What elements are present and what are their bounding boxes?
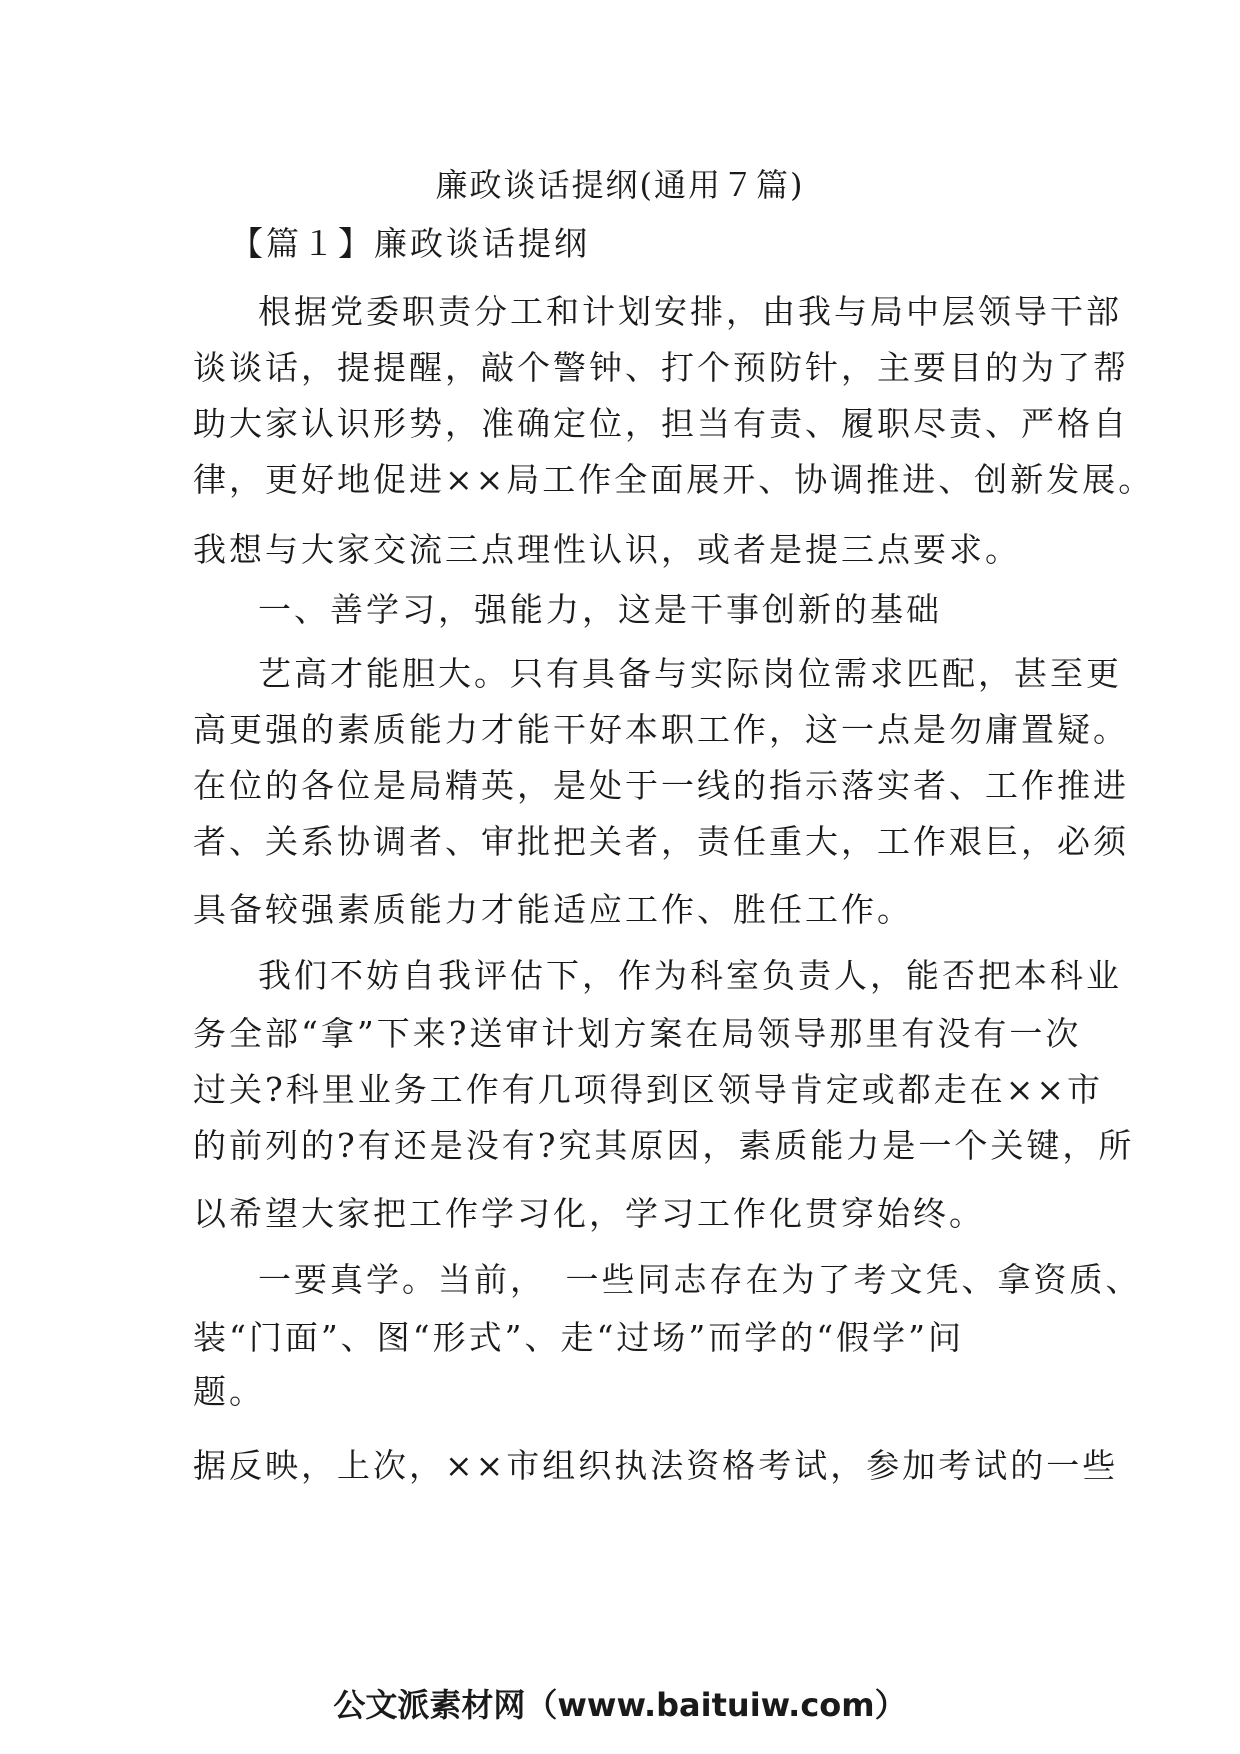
body-line: 过关?科里业务工作有几项得到区领导肯定或都走在××市 xyxy=(193,1070,1103,1109)
body-line: 以希望大家把工作学习化，学习工作化贯穿始终。 xyxy=(193,1194,985,1233)
body-line: 一要真学。当前， 一些同志存在为了考文凭、拿资质、 xyxy=(258,1260,1142,1299)
section-heading: 【篇１】廉政谈话提纲 xyxy=(230,224,590,263)
body-line: 据反映，上次，××市组织执法资格考试，参加考试的一些 xyxy=(193,1446,1119,1485)
body-line: 我们不妨自我评估下，作为科室负责人，能否把本科业 xyxy=(258,956,1122,995)
body-line: 装“门面”、图“形式”、走“过场”而学的“假学”问 xyxy=(193,1318,964,1357)
body-line: 律，更好地促进××局工作全面展开、协调推进、创新发展。 xyxy=(193,460,1155,499)
body-line: 高更强的素质能力才能干好本职工作，这一点是勿庸置疑。 xyxy=(193,710,1129,749)
body-line: 艺高才能胆大。只有具备与实际岗位需求匹配，甚至更 xyxy=(258,654,1122,693)
body-line: 的前列的?有还是没有?究其原因，素质能力是一个关键，所 xyxy=(193,1126,1135,1165)
body-line: 题。 xyxy=(193,1372,265,1411)
body-line: 助大家认识形势，准确定位，担当有责、履职尽责、严格自 xyxy=(193,404,1129,443)
body-line: 者、关系协调者、审批把关者，责任重大，工作艰巨，必须 xyxy=(193,822,1129,861)
body-line: 根据党委职责分工和计划安排，由我与局中层领导干部 xyxy=(258,292,1122,331)
body-line: 在位的各位是局精英，是处于一线的指示落实者、工作推进 xyxy=(193,766,1129,805)
document-title: 廉政谈话提纲(通用７篇) xyxy=(435,166,805,204)
body-line: 我想与大家交流三点理性认识，或者是提三点要求。 xyxy=(193,530,1021,569)
body-line: 谈谈话，提提醒，敲个警钟、打个预防针，主要目的为了帮 xyxy=(193,348,1129,387)
body-line: 务全部“拿”下来?送审计划方案在局领导那里有没有一次 xyxy=(193,1014,1082,1053)
subsection-heading: 一、善学习，强能力，这是干事创新的基础 xyxy=(258,590,942,629)
body-line: 具备较强素质能力才能适应工作、胜任工作。 xyxy=(193,890,913,929)
footer-source: 公文派素材网（www.baituiw.com） xyxy=(333,1686,907,1724)
